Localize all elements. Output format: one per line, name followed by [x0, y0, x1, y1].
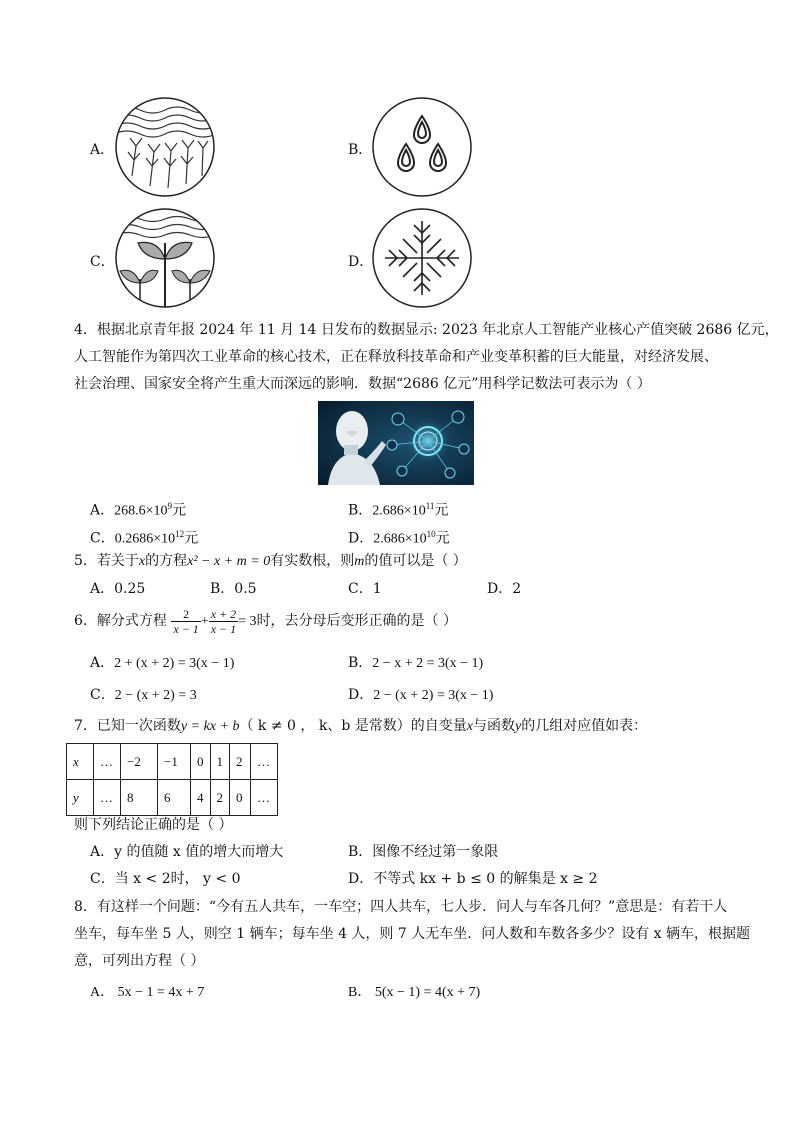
table-cell: −2 [121, 744, 158, 780]
q4-option-a-value: 268.6×10 [114, 503, 168, 519]
q4-option-d-value: 2.686×10 [373, 531, 427, 547]
q7-prefix: 7．已知一次函数 [74, 718, 181, 734]
q4-option-b-label: B． [348, 502, 373, 519]
q7-option-b: B．图像不经过第一象限 [348, 844, 499, 860]
q6-option-b-value: 2 − x + 2 = 3(x − 1) [372, 656, 484, 671]
q6-fraction-2-denominator: x − 1 [210, 621, 237, 636]
q7-option-a: A．y 的值随 x 值的增大而增大 [90, 844, 284, 860]
q5-mid2: 有实数根，则 [270, 553, 355, 569]
q4-option-a-label: A． [90, 502, 115, 519]
table-cell: −1 [158, 744, 191, 780]
q5-option-b: B．0.5 [210, 581, 257, 597]
q4-option-a [90, 496, 186, 522]
q3-option-a-label: A． [90, 142, 115, 158]
q6-stem [74, 604, 457, 639]
q4-option-b-unit: 元 [434, 502, 449, 519]
q7-option-d: D．不等式 kx + b ≤ 0 的解集是 x ≥ 2 [348, 871, 598, 887]
q8-option-a: A． 5x − 1 = 4x + 7 [90, 985, 205, 1000]
q4-option-c-value: 0.2686×10 [114, 531, 176, 547]
table-cell: … [94, 780, 121, 816]
table-row [67, 780, 278, 816]
q4-option-a-unit: 元 [172, 502, 187, 519]
q4-option-b-value: 2.686×10 [372, 503, 426, 519]
q4-option-d-exponent: 10 [426, 529, 436, 539]
q6-option-b-label: B． [348, 655, 373, 671]
table-cell: … [94, 744, 121, 780]
q6-plus: + [200, 614, 209, 629]
table-cell: 0 [230, 780, 251, 816]
q4-option-d-label: D． [348, 530, 374, 547]
q7-function: y = kx + b [180, 719, 240, 734]
q5-option-c: C．1 [348, 581, 382, 597]
q6-option-a [90, 653, 234, 674]
q8-line-2: 坐车，每车坐 5 人，则空 1 辆车；每车坐 4 人，则 7 人无车坐．问人数和车数各多少？设有 x 辆车，根据题 [74, 926, 751, 942]
q7-var-x: x [466, 719, 473, 734]
q6-option-d-label: D． [348, 687, 374, 703]
q3-option-b-label: B． [348, 142, 373, 158]
table-cell: … [251, 744, 278, 780]
q7-var-y: y [514, 719, 522, 734]
rice-field-icon [114, 96, 216, 198]
q6-option-d-value: 2 − (x + 2) = 3(x − 1) [373, 688, 494, 703]
table-row [67, 744, 278, 780]
q5-suffix: 的值可以是（ ） [364, 553, 467, 569]
q4-option-a-exponent: 9 [167, 501, 173, 511]
q8-line-1: 8．有这样一个问题：“今有五人共车，一车空；四人共车，七人步．问人与车各几何？”意思是：有若干人 [74, 899, 728, 915]
q6-option-d [348, 685, 493, 706]
q7-stem [74, 716, 647, 737]
q6-option-c-value: 2 − (x + 2) = 3 [114, 688, 197, 703]
table-cell: 0 [191, 744, 211, 780]
q5-var-x: x [138, 554, 146, 569]
q3-option-c-label: C． [90, 254, 115, 270]
q6-option-a-value: 2 + (x + 2) = 3(x − 1) [114, 656, 235, 671]
q5-stem [74, 551, 467, 572]
table-cell: 2 [210, 780, 230, 816]
table-cell: … [251, 780, 278, 816]
table-cell: 6 [158, 780, 191, 816]
q6-suffix: 时，去分母后变形正确的是（ ） [256, 613, 458, 629]
q5-prefix: 5．若关于 [74, 553, 139, 569]
q5-var-m: m [354, 554, 365, 569]
q6-equals: = 3 [238, 614, 257, 629]
q4-line-2: 人工智能作为第四次工业革命的核心技术，正在释放科技革命和产业变革积蓄的巨大能量，对经济发展、 [74, 349, 718, 365]
table-cell: 1 [210, 744, 230, 780]
q4-option-c-label: C． [90, 530, 115, 547]
q6-option-a-label: A． [90, 655, 115, 671]
table-cell: y [67, 780, 94, 816]
q6-fraction-2-numerator: x + 2 [210, 606, 237, 621]
q4-line-1: 4．根据北京青年报 2024 年 11 月 14 日发布的数据显示: 2023 年北京人工智能产业核心产值突破 2686 亿元， [74, 322, 779, 338]
q7-option-c: C．当 x < 2时， y < 0 [90, 871, 241, 887]
table-cell: 8 [121, 780, 158, 816]
q3-option-d-label: D． [348, 254, 374, 270]
q8-line-3: 意，可列出方程（ ） [74, 953, 205, 969]
q6-fraction-1 [171, 607, 200, 636]
q8-option-b: B． 5(x − 1) = 4(x + 7) [348, 985, 481, 1000]
q6-fraction-2 [209, 607, 238, 636]
q6-option-b [348, 653, 483, 674]
q6-fraction-1-numerator: 2 [171, 607, 200, 622]
q6-option-c [90, 685, 197, 706]
q7-value-table [66, 743, 278, 816]
q4-option-d [348, 524, 450, 550]
q5-equation: x² − x + m = 0 [187, 554, 271, 569]
snowflake-icon [371, 207, 473, 309]
q5-mid: 的方程 [145, 553, 188, 569]
q7-mid: 与函数 [472, 718, 515, 734]
q4-option-b-exponent: 11 [425, 501, 435, 511]
q6-fraction-1-denominator: x − 1 [173, 621, 199, 636]
q4-option-c [90, 524, 198, 550]
q6-prefix: 6．解分式方程 [74, 613, 167, 629]
q4-option-b [348, 496, 448, 522]
q7-suffix: 的几组对应值如表： [521, 718, 648, 734]
q6-option-c-label: C． [90, 687, 115, 703]
table-cell: 4 [191, 780, 211, 816]
q4-option-c-exponent: 12 [175, 529, 185, 539]
sprout-icon [114, 207, 216, 309]
q5-option-d: D．2 [487, 581, 522, 597]
q7-after-table: 则下列结论正确的是（ ） [74, 817, 233, 833]
table-cell: 2 [230, 744, 251, 780]
water-drops-icon [371, 96, 473, 198]
ai-robot-image [318, 401, 474, 485]
q5-option-a: A．0.25 [90, 581, 146, 597]
q4-option-d-unit: 元 [435, 530, 450, 547]
table-cell: x [67, 744, 94, 780]
q4-option-c-unit: 元 [184, 530, 199, 547]
q4-line-3: 社会治理、国家安全将产生重大而深远的影响．数据“2686 亿元”用科学记数法可表示为（ ） [74, 376, 651, 392]
q7-condition: （ k ≠ 0 ， k、b 是常数）的自变量 [239, 718, 467, 734]
